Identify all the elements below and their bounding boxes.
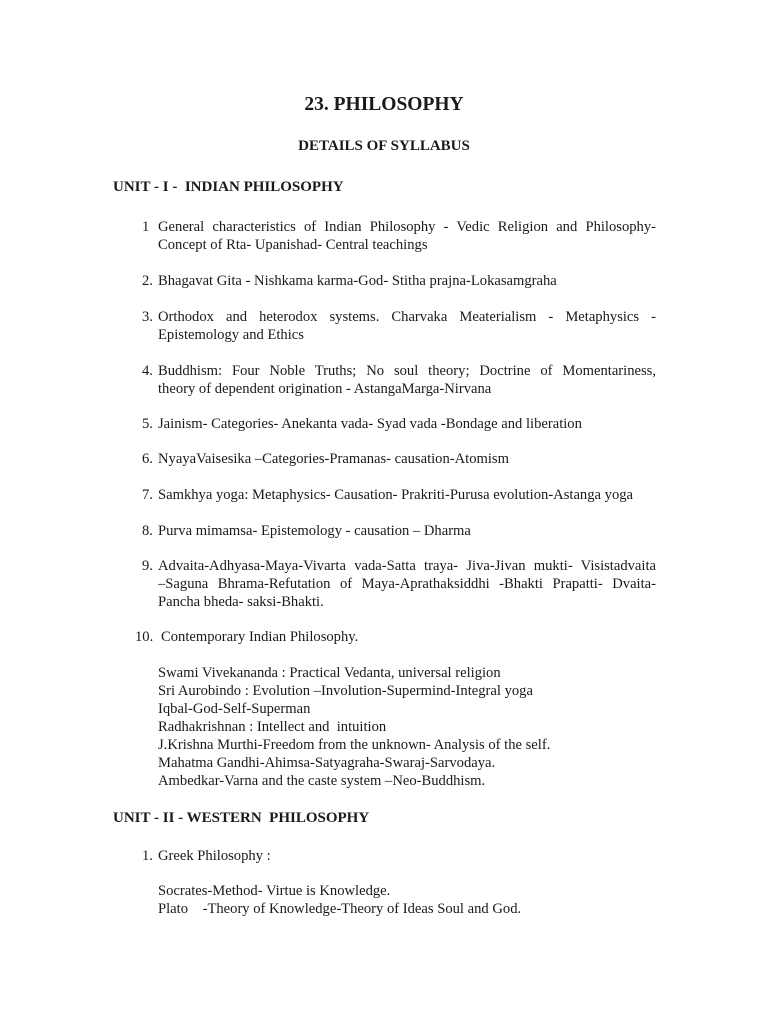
unit-1-heading: UNIT - I - INDIAN PHILOSOPHY: [113, 179, 344, 195]
item-line: Buddhism: Four Noble Truths; No soul theory; Doctrine of Momentariness,: [158, 363, 656, 379]
item-line: Bhagavat Gita - Nishkama karma-God- Stitha prajna-Lokasamgraha: [158, 273, 557, 289]
item-line: Pancha bheda- saksi-Bhakti.: [158, 594, 324, 610]
item-line: Greek Philosophy :: [158, 848, 271, 864]
item-line: Advaita-Adhyasa-Maya-Vivarta vada-Satta traya- Jiva-Jivan mukti- Visistadvaita: [158, 558, 656, 574]
thinker-line: Swami Vivekananda : Practical Vedanta, universal religion: [158, 665, 501, 681]
item-line: Contemporary Indian Philosophy.: [161, 629, 359, 645]
list-item: [142, 218, 656, 254]
item-text: [158, 557, 656, 611]
item-line: Purva mimamsa- Epistemology - causation – Dharma: [158, 523, 471, 539]
item-text: [158, 486, 656, 504]
item-line: –Saguna Bhrama-Refutation of Maya-Aprathaksiddhi -Bhakti Prapatti- Dvaita-: [158, 576, 656, 592]
item-line: General characteristics of Indian Philosophy - Vedic Religion and Philosophy-: [158, 219, 656, 235]
item-text: [158, 522, 656, 540]
list-item: [142, 450, 656, 468]
item-line: Samkhya yoga: Metaphysics- Causation- Prakriti-Purusa evolution-Astanga yoga: [158, 487, 634, 503]
item-number: 3.: [142, 309, 153, 325]
contemporary-thinkers-list: [158, 664, 550, 790]
list-item: [142, 415, 656, 433]
list-item: [142, 557, 656, 611]
thinker-line: J.Krishna Murthi-Freedom from the unknown- Analysis of the self.: [158, 737, 551, 753]
item-line: Orthodox and heterodox systems. Charvaka Meaterialism - Metaphysics -: [158, 309, 656, 325]
item-text: [158, 415, 656, 433]
item-text: [161, 628, 649, 646]
list-item: [135, 628, 649, 646]
item-number: 4.: [142, 363, 153, 379]
item-text: [158, 218, 656, 254]
item-text: [158, 362, 656, 398]
item-text: [158, 308, 656, 344]
list-item: [142, 486, 656, 504]
item-line: theory of dependent origination - AstangaMarga-Nirvana: [158, 381, 492, 397]
greek-philosophers-list: [158, 882, 521, 918]
thinker-line: Iqbal-God-Self-Superman: [158, 701, 311, 717]
list-item: [142, 522, 656, 540]
page-title: 23. PHILOSOPHY: [304, 94, 464, 115]
philosopher-line: Socrates-Method- Virtue is Knowledge.: [158, 883, 391, 899]
item-number: 6.: [142, 451, 153, 467]
item-number: 8.: [142, 523, 153, 539]
item-line: NyayaVaisesika –Categories-Pramanas- causation-Atomism: [158, 451, 509, 467]
list-item: [142, 308, 656, 344]
thinker-line: Radhakrishnan : Intellect and intuition: [158, 719, 387, 735]
item-text: [158, 847, 656, 865]
list-item: [142, 847, 656, 865]
item-text: [158, 450, 656, 468]
philosopher-line: Plato -Theory of Knowledge-Theory of Ideas Soul and God.: [158, 901, 522, 917]
item-number: 7.: [142, 487, 153, 503]
item-number: 9.: [142, 558, 153, 574]
unit-2-heading: UNIT - II - WESTERN PHILOSOPHY: [113, 810, 370, 826]
item-number: 1.: [142, 848, 153, 864]
item-line: Concept of Rta- Upanishad- Central teachings: [158, 237, 428, 253]
item-number: 5.: [142, 416, 153, 432]
page-subtitle: DETAILS OF SYLLABUS: [298, 138, 470, 154]
thinker-line: Mahatma Gandhi-Ahimsa-Satyagraha-Swaraj-Sarvodaya.: [158, 755, 496, 771]
list-item: [142, 272, 656, 290]
thinker-line: Sri Aurobindo : Evolution –Involution-Supermind-Integral yoga: [158, 683, 533, 699]
item-line: Jainism- Categories- Anekanta vada- Syad vada -Bondage and liberation: [158, 416, 582, 432]
thinker-line: Ambedkar-Varna and the caste system –Neo-Buddhism.: [158, 773, 486, 789]
item-line: Epistemology and Ethics: [158, 327, 304, 343]
item-number: 10.: [135, 629, 154, 645]
item-number: 1: [142, 219, 150, 235]
item-text: [158, 272, 656, 290]
item-number: 2.: [142, 273, 153, 289]
list-item: [142, 362, 656, 398]
